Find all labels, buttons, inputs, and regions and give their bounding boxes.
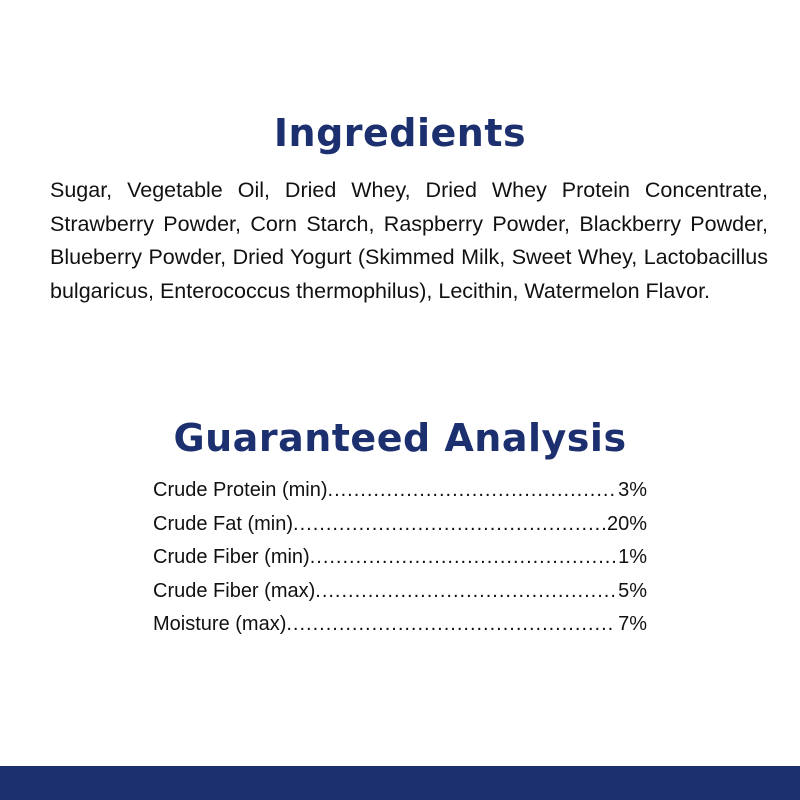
analysis-label: Crude Protein (min) xyxy=(153,479,328,501)
dot-leader xyxy=(328,479,617,502)
analysis-label: Crude Fiber (max) xyxy=(153,579,316,602)
analysis-value: 20% xyxy=(606,512,647,535)
guaranteed-analysis-heading: Guaranteed Analysis xyxy=(173,416,627,460)
analysis-row-crude-fiber-max xyxy=(153,580,647,614)
analysis-value: 7% xyxy=(618,613,647,635)
analysis-value: 3% xyxy=(618,479,647,501)
analysis-label: Moisture (max) xyxy=(153,613,287,635)
dot-leader xyxy=(315,580,616,603)
analysis-row-crude-protein-min xyxy=(153,479,647,513)
analysis-value: 1% xyxy=(618,546,647,568)
dot-leader xyxy=(286,613,616,636)
dot-leader xyxy=(293,513,605,536)
analysis-row-crude-fiber-min xyxy=(153,546,647,580)
analysis-row-moisture-max xyxy=(153,613,647,647)
analysis-row-crude-fat-min xyxy=(153,513,647,547)
footer-bar xyxy=(0,766,800,800)
ingredients-heading: Ingredients xyxy=(273,111,527,155)
dot-leader xyxy=(310,546,616,569)
ingredients-list-text: Sugar, Vegetable Oil, Dried Whey, Dried Whey Protein Concentrate, Strawberry Powder, Corn Starch, Raspberry Powder, Blackberry Powder, Blueberry Powder, Dried Yogurt (Skimmed Milk, Sweet Whey, Lactobacillus bulgaricus, Enterococcus thermophilus), Lecithin, Watermelon Flavor. xyxy=(50,178,768,303)
analysis-value: 5% xyxy=(618,579,647,602)
analysis-label: Crude Fiber (min) xyxy=(153,546,310,568)
analysis-label: Crude Fat (min) xyxy=(153,512,294,535)
guaranteed-analysis-table xyxy=(153,479,647,647)
